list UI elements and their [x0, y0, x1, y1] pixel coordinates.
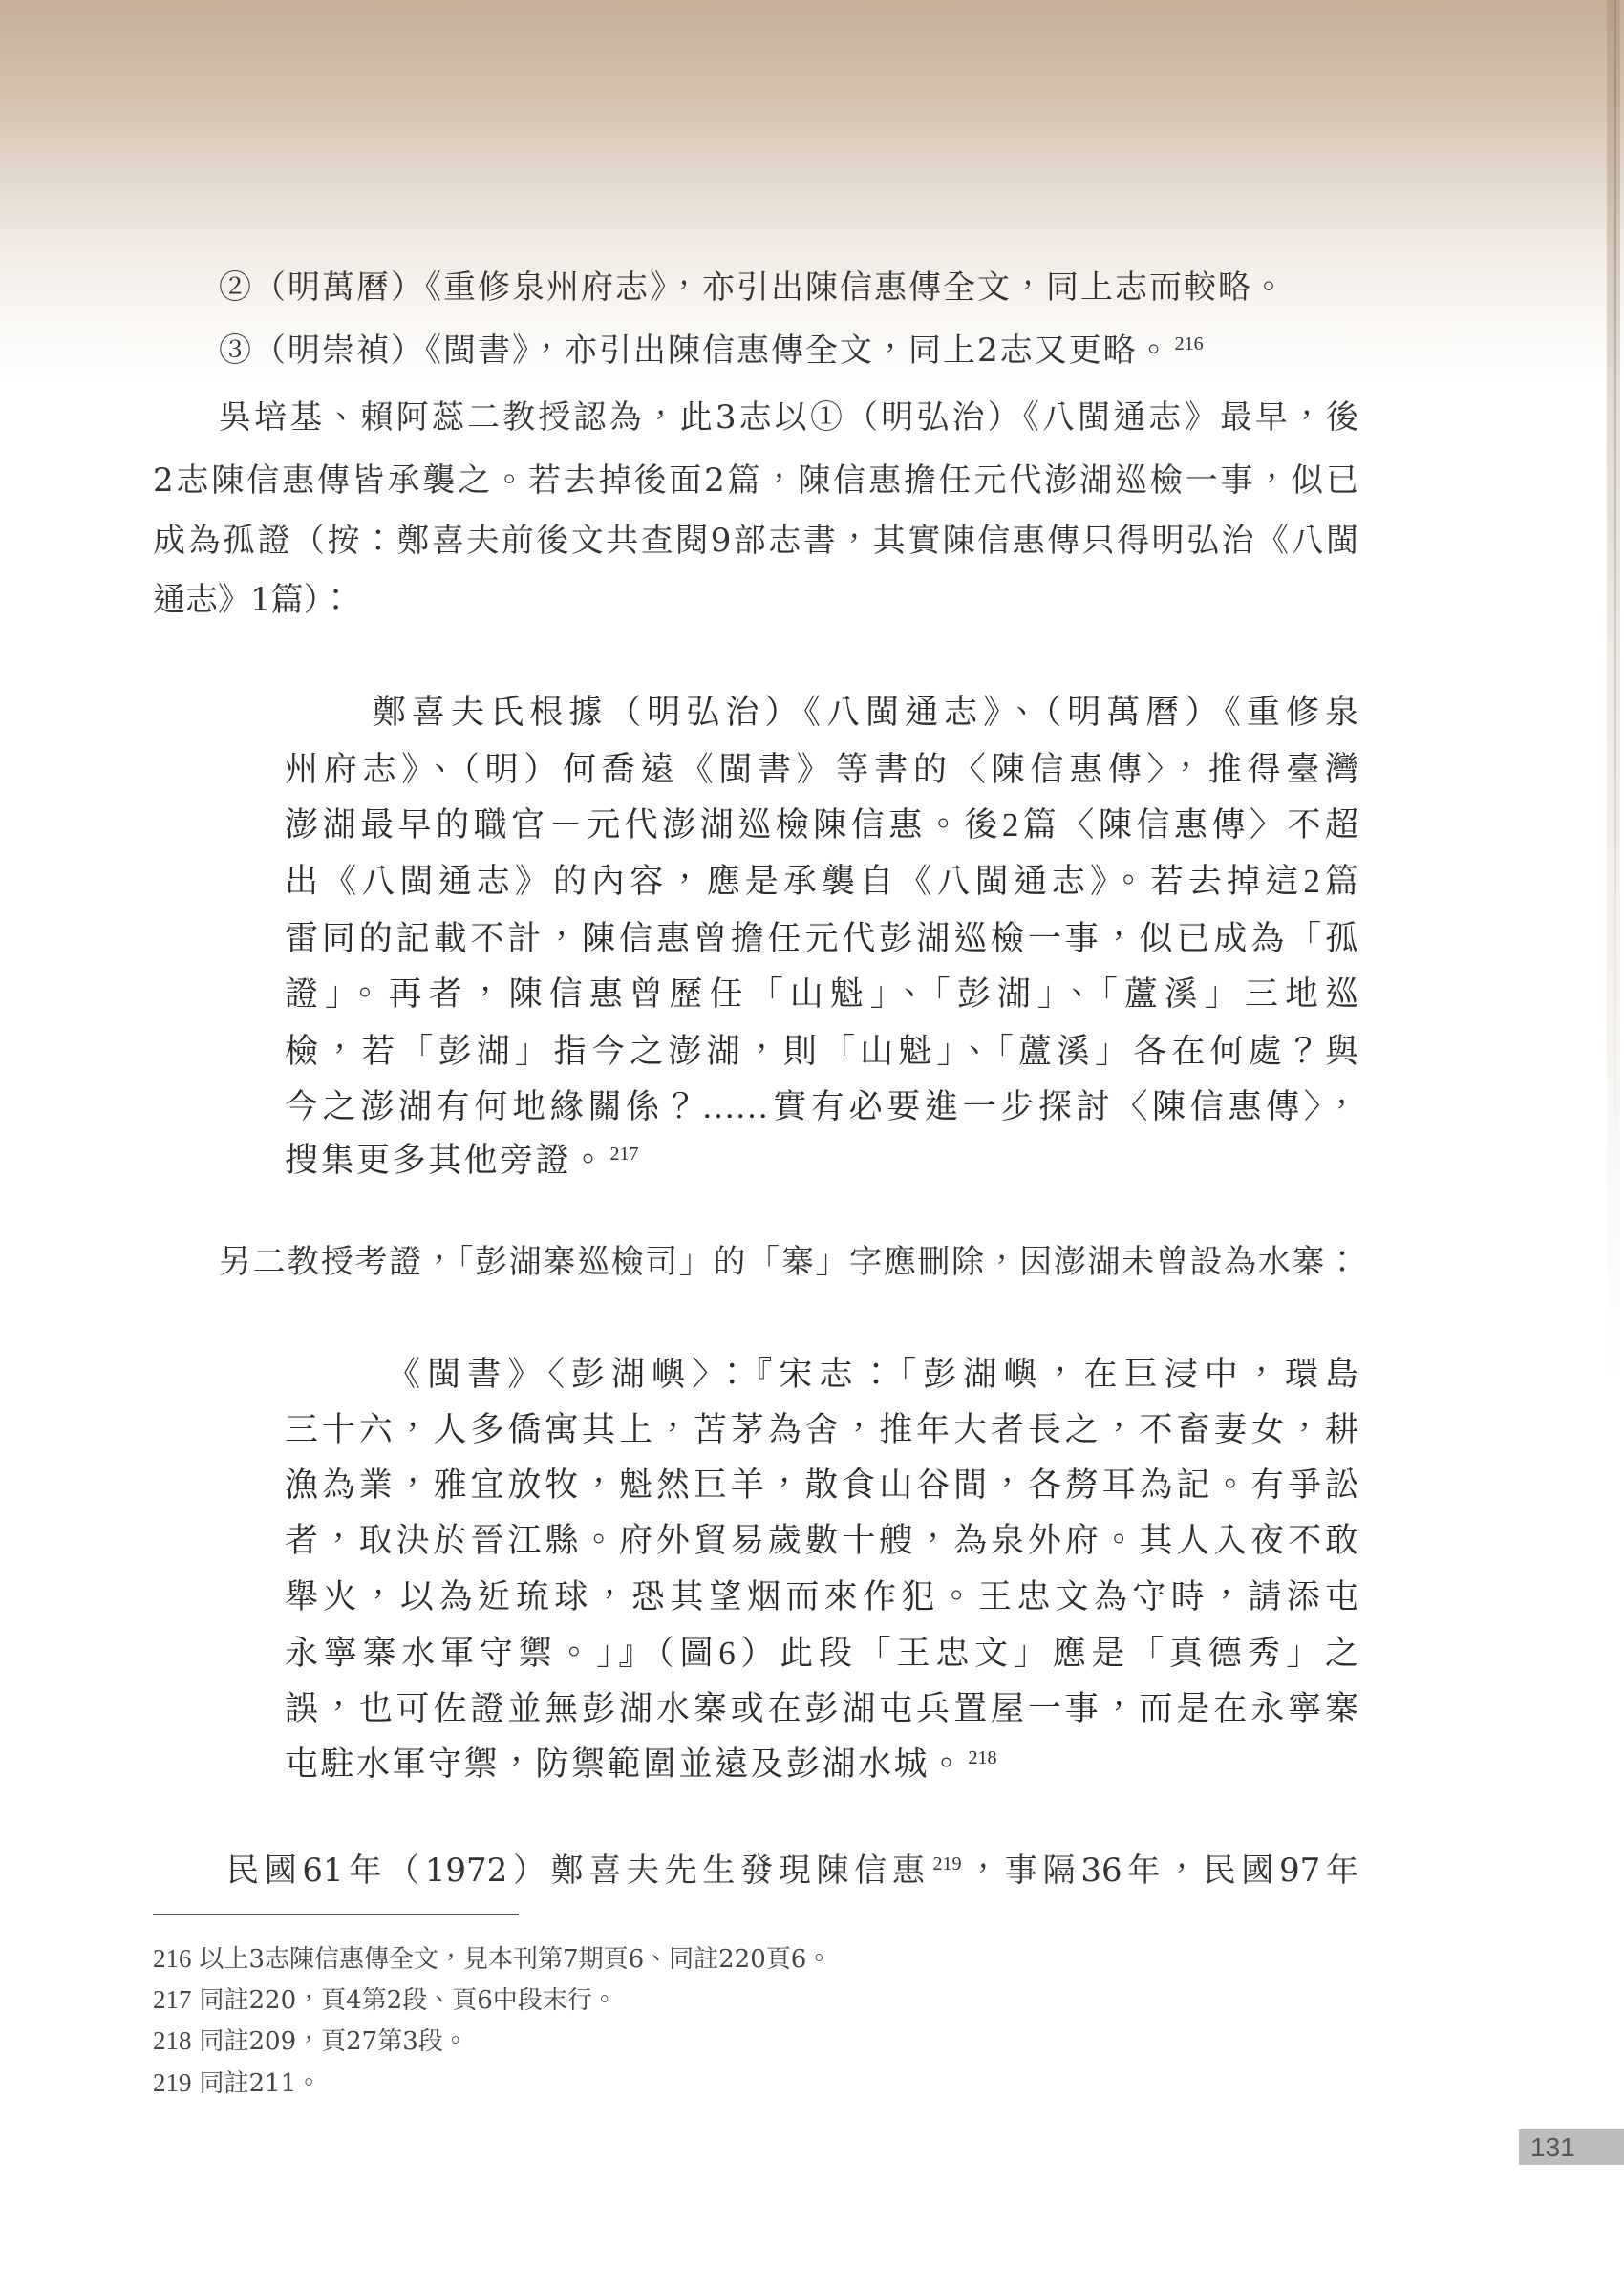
quote-line: 舉火，以為近琉球，恐其望烟而來作犯。王忠文為守時，請添屯 [285, 1578, 1358, 1616]
footnote [153, 2023, 468, 2058]
list-item-text: ②（明萬曆）《重修泉州府志》，亦引出陳信惠傳全文，同上志而較略。 [219, 268, 1287, 307]
paragraph-line: 2志陳信惠傳皆承襲之。若去掉後面2篇，陳信惠擔任元代澎湖巡檢一事，似已 [153, 461, 1358, 500]
page-number-box [1519, 2129, 1624, 2165]
footnote-ref: 219 [932, 1853, 962, 1874]
quote-line: 雷同的記載不計，陳信惠曾擔任元代彭湖巡檢一事，似已成為「孤 [285, 920, 1358, 957]
footnote-ref: 217 [609, 1144, 639, 1165]
quote-line: 證」。再者，陳信惠曾歷任「山魁」、「彭湖」、「蘆溪」三地巡 [285, 975, 1358, 1013]
footnote [153, 1982, 617, 2017]
quote-last-line: 屯駐水軍守禦，防禦範圍並遠及彭湖水城。 [285, 1745, 966, 1783]
binding-edge-shadow [1607, 0, 1620, 1385]
list-item-text: ③（明崇禎）《閩書》，亦引出陳信惠傳全文，同上2志又更略。 [219, 332, 1172, 370]
list-item [219, 264, 1287, 311]
footnote-text: 以上3志陳信惠傳全文，見本刊第7期頁6、同註220頁6。 [199, 1945, 832, 1974]
footnote-number: 216 [153, 1944, 192, 1973]
quote-line: 永寧寨水軍守禦。」』（圖6）此段「王忠文」應是「真德秀」之 [285, 1635, 1358, 1672]
page-top-tint [0, 0, 1624, 382]
paragraph-line: 成為孤證（按：鄭喜夫前後文共查閱9部志書，其實陳信惠傳只得明弘治《八閩 [153, 522, 1358, 560]
quote-line [285, 1137, 639, 1185]
footnote [153, 1941, 831, 1976]
binding-edge-line [1614, 0, 1616, 1194]
quote-line: 州府志》、（明）何喬遠《閩書》等書的〈陳信惠傳〉，推得臺灣 [285, 751, 1358, 788]
footnote-text: 同註209，頁27第3段。 [199, 2027, 468, 2056]
quote-line: 《閩書》〈彭湖嶼〉：『宋志：「彭湖嶼，在巨浸中，環島 [387, 1356, 1358, 1393]
footnote-text: 同註220，頁4第2段、頁6中段末行。 [199, 1986, 617, 2015]
quote-line: 鄭喜夫氏根據（明弘治）《八閩通志》、（明萬曆）《重修泉 [373, 694, 1358, 731]
footnote-ref: 216 [1174, 333, 1204, 354]
paragraph-line: 另二教授考證，「彭湖寨巡檢司」的「寨」字應刪除，因澎湖未曾設為水寨： [219, 1243, 1358, 1281]
quote-last-line: 搜集更多其他旁證。 [285, 1142, 608, 1179]
paragraph-text: 民國61年（1972）鄭喜夫先生發現陳信惠 [226, 1851, 930, 1890]
footnote-number: 218 [153, 2026, 192, 2055]
quote-line: 今之澎湖有何地緣關係？……實有必要進一步探討〈陳信惠傳〉， [285, 1088, 1358, 1125]
paragraph-line: 吳培基、賴阿蕊二教授認為，此3志以①（明弘治）《八閩通志》最早，後 [219, 398, 1358, 437]
quote-line [285, 1741, 997, 1788]
paragraph-line: 通志》1篇）： [153, 581, 353, 619]
list-item [219, 327, 1204, 375]
footnote-ref: 218 [968, 1747, 997, 1768]
quote-line: 澎湖最早的職官－元代澎湖巡檢陳信惠。後2篇〈陳信惠傳〉不超 [285, 806, 1358, 844]
quote-line: 漁為業，雅宜放牧，魁然巨羊，散食山谷間，各剺耳為記。有爭訟 [285, 1466, 1358, 1504]
quote-line: 誤，也可佐證並無彭湖水寨或在彭湖屯兵置屋一事，而是在永寧寨 [285, 1690, 1358, 1727]
footnote-number: 219 [153, 2068, 192, 2097]
footnote [153, 2065, 321, 2100]
paragraph-line [226, 1847, 1358, 1894]
quote-line: 出《八閩通志》的內容，應是承襲自《八閩通志》。若去掉這2篇 [285, 863, 1358, 900]
footnote-text: 同註211。 [199, 2069, 322, 2098]
footnote-number: 217 [153, 1985, 192, 2014]
quote-line: 者，取決於晉江縣。府外貿易歲數十艘，為泉外府。其人入夜不敢 [285, 1522, 1358, 1559]
quote-line: 三十六，人多僑寓其上，苫茅為舍，推年大者長之，不畜妻女，耕 [285, 1411, 1358, 1448]
quote-line: 檢，若「彭湖」指今之澎湖，則「山魁」、「蘆溪」各在何處？與 [285, 1033, 1358, 1070]
footnote-separator [153, 1914, 519, 1915]
paragraph-text: ，事隔36年，民國97年 [961, 1851, 1358, 1890]
page-number: 131 [1530, 2132, 1575, 2162]
